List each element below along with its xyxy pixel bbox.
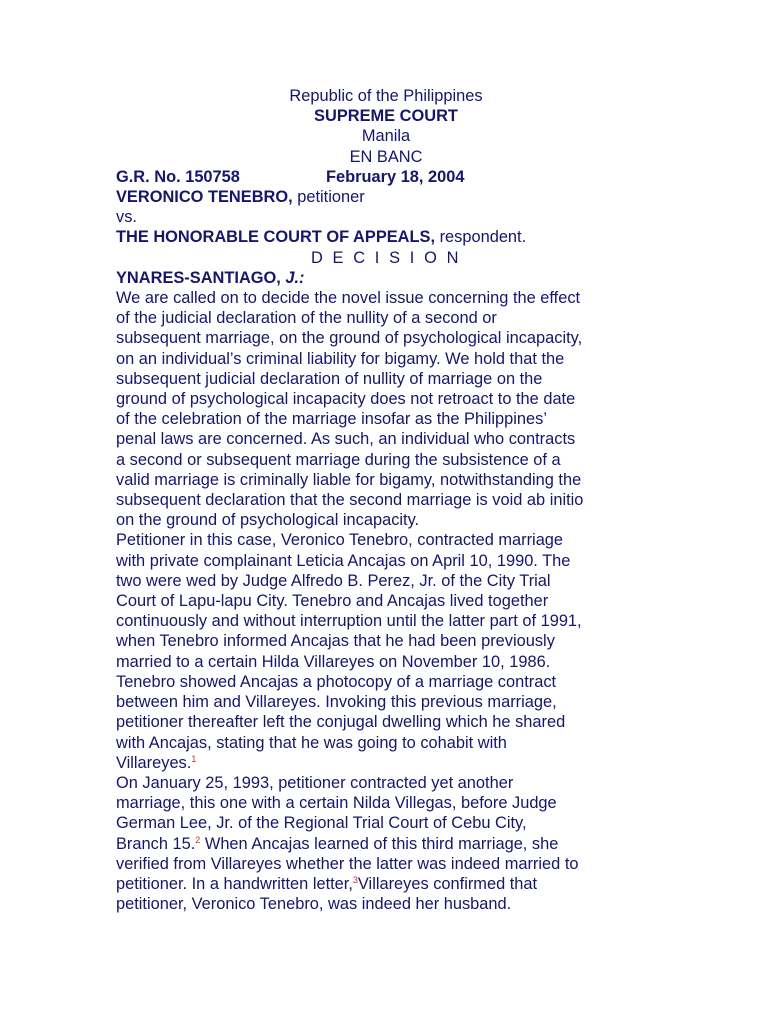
- paragraph-line: Tenebro showed Ancajas a photocopy of a marriage contract: [116, 672, 557, 691]
- ponente-line: [116, 268, 656, 288]
- paragraph-line: [116, 874, 656, 894]
- paragraph-line: penal laws are concerned. As such, an individual who contracts: [116, 430, 576, 449]
- footnote-1-link[interactable]: 1: [191, 753, 197, 764]
- paragraph-line: Petitioner in this case, Veronico Tenebro, contracted marriage: [116, 531, 564, 550]
- paragraph-line: subsequent judicial declaration of nullity of marriage on the: [116, 369, 543, 388]
- paragraph-line: valid marriage is criminally liable for bigamy, notwithstanding the: [116, 470, 582, 489]
- decision-date: February 18, 2004: [326, 167, 465, 186]
- respondent-line: [116, 227, 656, 247]
- paragraph-line: with Ancajas, stating that he was going to cohabit with: [116, 733, 507, 752]
- decision-title: D E C I S I O N: [310, 248, 462, 267]
- paragraph-line: on an individual’s criminal liability for bigamy. We hold that the: [116, 349, 565, 368]
- ponente-suffix: J.:: [280, 268, 305, 287]
- paragraph-line: with private complainant Leticia Ancajas on April 10, 1990. The: [116, 551, 571, 570]
- paragraph-line: Court of Lapu-lapu City. Tenebro and Ancajas lived together: [116, 592, 549, 611]
- paragraph-1: [116, 288, 656, 530]
- paragraph-text: petitioner. In a handwritten letter,: [116, 874, 353, 893]
- footnote-3-link[interactable]: 3: [352, 874, 358, 885]
- paragraph-line: We are called on to decide the novel issue concerning the effect: [116, 289, 581, 308]
- paragraph-line: On January 25, 1993, petitioner contracted yet another: [116, 773, 514, 792]
- petitioner-name: VERONICO TENEBRO,: [116, 188, 293, 207]
- paragraph-line: [116, 834, 656, 854]
- paragraph-text: Villareyes confirmed that: [357, 874, 538, 893]
- petitioner-role: petitioner: [292, 188, 365, 207]
- paragraph-line: [116, 753, 656, 773]
- case-number-line: [116, 167, 656, 187]
- paragraph-line: German Lee, Jr. of the Regional Trial Court of Cebu City,: [116, 814, 527, 833]
- versus-line: vs.: [116, 208, 137, 227]
- paragraph-line: when Tenebro informed Ancajas that he had been previously: [116, 632, 555, 651]
- paragraph-line: subsequent declaration that the second marriage is void ab initio: [116, 491, 584, 510]
- court-heading: SUPREME COURT: [314, 107, 458, 126]
- decision-document: [116, 86, 656, 914]
- paragraph-line: of the celebration of the marriage insofar as the Philippines’: [116, 410, 547, 429]
- paragraph-line: married to a certain Hilda Villareyes on November 10, 1986.: [116, 652, 551, 671]
- paragraph-line: of the judicial declaration of the nullity of a second or: [116, 309, 497, 328]
- paragraph-line: continuously and without interruption until the latter part of 1991,: [116, 612, 582, 631]
- paragraph-line: verified from Villareyes whether the latter was indeed married to: [116, 854, 579, 873]
- paragraph-line: ground of psychological incapacity does not retroact to the date: [116, 390, 576, 409]
- republic-heading: Republic of the Philippines: [289, 87, 483, 105]
- respondent-role: respondent.: [435, 228, 527, 247]
- division-heading: EN BANC: [349, 147, 423, 166]
- footnote-2-link[interactable]: 2: [195, 834, 201, 845]
- petitioner-line: [116, 187, 656, 207]
- paragraph-line: between him and Villareyes. Invoking this previous marriage,: [116, 693, 557, 712]
- paragraph-line: petitioner, Veronico Tenebro, was indeed her husband.: [116, 895, 512, 914]
- paragraph-line: petitioner thereafter left the conjugal dwelling which he shared: [116, 713, 566, 732]
- paragraph-text: When Ancajas learned of this third marriage, she: [200, 834, 559, 853]
- paragraph-3: [116, 773, 656, 914]
- paragraph-line: marriage, this one with a certain Nilda Villegas, before Judge: [116, 794, 557, 813]
- ponente-name: YNARES-SANTIAGO,: [116, 268, 281, 287]
- paragraph-line: on the ground of psychological incapacity.: [116, 511, 420, 530]
- paragraph-line: two were wed by Judge Alfredo B. Perez, Jr. of the City Trial: [116, 571, 551, 590]
- gr-number: G.R. No. 150758: [116, 167, 240, 186]
- city-heading: Manila: [361, 127, 411, 146]
- paragraph-line: a second or subsequent marriage during the subsistence of a: [116, 450, 561, 469]
- paragraph-text: Villareyes.: [116, 753, 192, 772]
- respondent-name: THE HONORABLE COURT OF APPEALS,: [116, 228, 436, 247]
- paragraph-2: [116, 530, 656, 772]
- paragraph-text: Branch 15.: [116, 834, 196, 853]
- paragraph-line: subsequent marriage, on the ground of psychological incapacity,: [116, 329, 583, 348]
